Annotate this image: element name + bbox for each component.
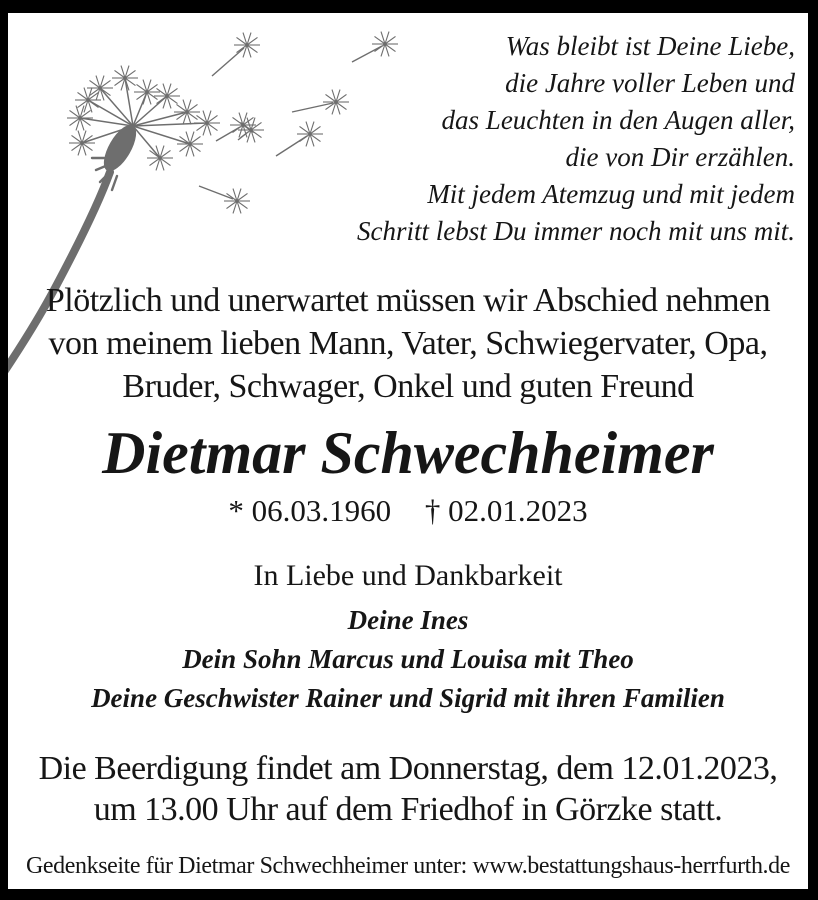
funeral-info-line: Die Beerdigung findet am Donnerstag, dem 12.01.2023, (38, 750, 778, 787)
announcement-line: Bruder, Schwager, Onkel und guten Freund (122, 368, 694, 405)
announcement-line: von meinem lieben Mann, Vater, Schwiegervater, Opa, (48, 325, 768, 362)
death-date: † 02.01.2023 (424, 493, 588, 528)
funeral-info (8, 748, 808, 830)
poem-line: Schritt lebst Du immer noch mit uns mit. (357, 216, 795, 246)
mourners-list (8, 601, 808, 718)
dandelion-spokes (80, 78, 207, 158)
closing-line: In Liebe und Dankbarkeit (253, 559, 563, 592)
poem-line: Mit jedem Atemzug und mit jedem (427, 179, 795, 209)
poem-line: die von Dir erzählen. (565, 142, 795, 172)
announcement-line: Plötzlich und unerwartet müssen wir Abschied nehmen (45, 282, 771, 319)
poem-line: Was bleibt ist Deine Liebe, (505, 31, 795, 61)
life-dates (8, 492, 808, 530)
obituary-sheet (8, 13, 808, 889)
mourner-line: Deine Geschwister Rainer und Sigrid mit ihren Familien (91, 683, 725, 713)
dandelion-bulb (97, 120, 142, 176)
mourner-line: Dein Sohn Marcus und Louisa mit Theo (182, 644, 634, 674)
funeral-info-line: um 13.00 Uhr auf dem Friedhof in Görzke statt. (93, 791, 723, 828)
memorial-site-note: Gedenkseite für Dietmar Schwechheimer unter: www.bestattungshaus-herrfurth.de (25, 853, 791, 879)
poem-line: die Jahre voller Leben und (505, 68, 795, 98)
dandelion-tufts (67, 66, 220, 171)
memorial-poem (357, 28, 795, 250)
poem-line: das Leuchten in den Augen aller, (441, 105, 795, 135)
dandelion-bracts (92, 158, 117, 190)
announcement-text (8, 279, 808, 408)
mourner-line: Deine Ines (347, 605, 469, 635)
deceased-name: Dietmar Schwechheimer (102, 420, 714, 486)
birth-date: * 06.03.1960 (228, 493, 392, 528)
